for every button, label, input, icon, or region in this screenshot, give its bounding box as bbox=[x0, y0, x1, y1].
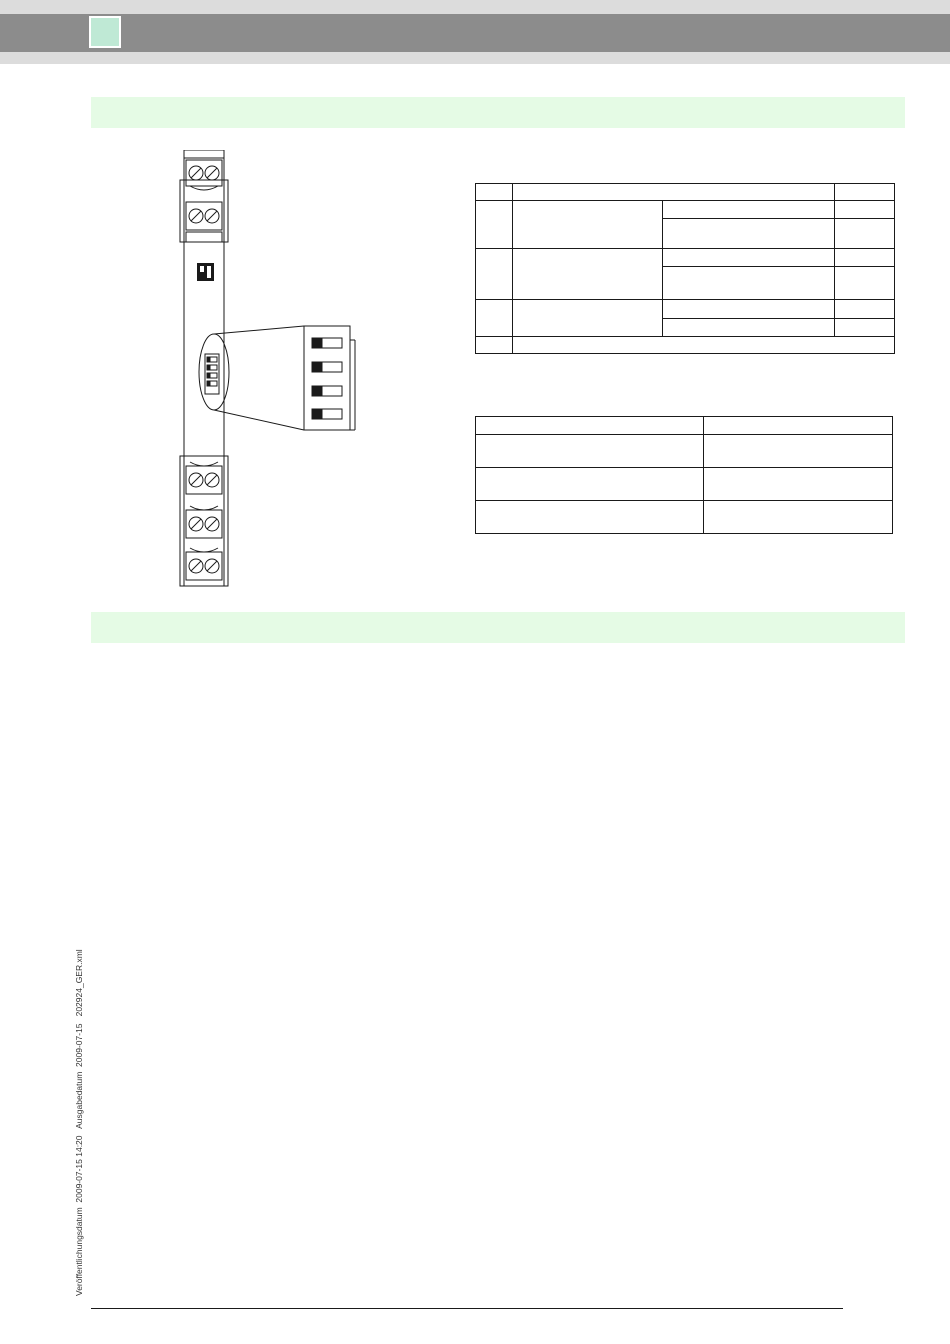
header-bar bbox=[0, 14, 950, 52]
table-cell bbox=[662, 219, 835, 249]
table-cell bbox=[704, 501, 893, 534]
table-cell bbox=[476, 249, 513, 300]
switch-settings-table bbox=[475, 183, 895, 354]
table-cell bbox=[476, 184, 513, 201]
publication-date-note: Veröffentlichungsdatum 2009-07-15 14:20 Ausgabedatum 2009-07-15 202924_GER.xml bbox=[74, 949, 84, 1296]
section-band-top bbox=[91, 97, 905, 128]
device-figure bbox=[150, 150, 390, 590]
table-cell bbox=[662, 319, 835, 337]
header-top-strip bbox=[0, 0, 950, 14]
table-cell bbox=[512, 249, 662, 300]
table-cell bbox=[835, 319, 895, 337]
table-cell bbox=[662, 249, 835, 267]
table-cell bbox=[704, 435, 893, 468]
table-cell bbox=[662, 201, 835, 219]
table-cell bbox=[835, 219, 895, 249]
table-cell bbox=[476, 300, 513, 337]
table-cell bbox=[476, 417, 704, 435]
table-cell bbox=[476, 468, 704, 501]
footer-rule bbox=[91, 1308, 843, 1309]
table-cell bbox=[835, 249, 895, 267]
table-cell bbox=[704, 417, 893, 435]
table-cell bbox=[835, 201, 895, 219]
table-cell bbox=[835, 300, 895, 319]
table-cell bbox=[476, 435, 704, 468]
header-bottom-strip bbox=[0, 52, 950, 64]
table-cell bbox=[835, 184, 895, 201]
table-cell bbox=[512, 337, 894, 354]
table-cell bbox=[835, 267, 895, 300]
function-table bbox=[475, 416, 893, 534]
dip-switch-enlarged bbox=[304, 326, 355, 430]
table-cell bbox=[662, 300, 835, 319]
table-cell bbox=[512, 201, 662, 249]
table-cell bbox=[476, 501, 704, 534]
logo-icon bbox=[197, 263, 214, 281]
table-cell bbox=[704, 468, 893, 501]
header-marker-square bbox=[89, 16, 121, 48]
table-cell bbox=[476, 201, 513, 249]
table-cell bbox=[512, 300, 662, 337]
table-cell bbox=[662, 267, 835, 300]
section-band-bottom bbox=[91, 612, 905, 643]
table-cell bbox=[476, 337, 513, 354]
table-cell bbox=[512, 184, 834, 201]
